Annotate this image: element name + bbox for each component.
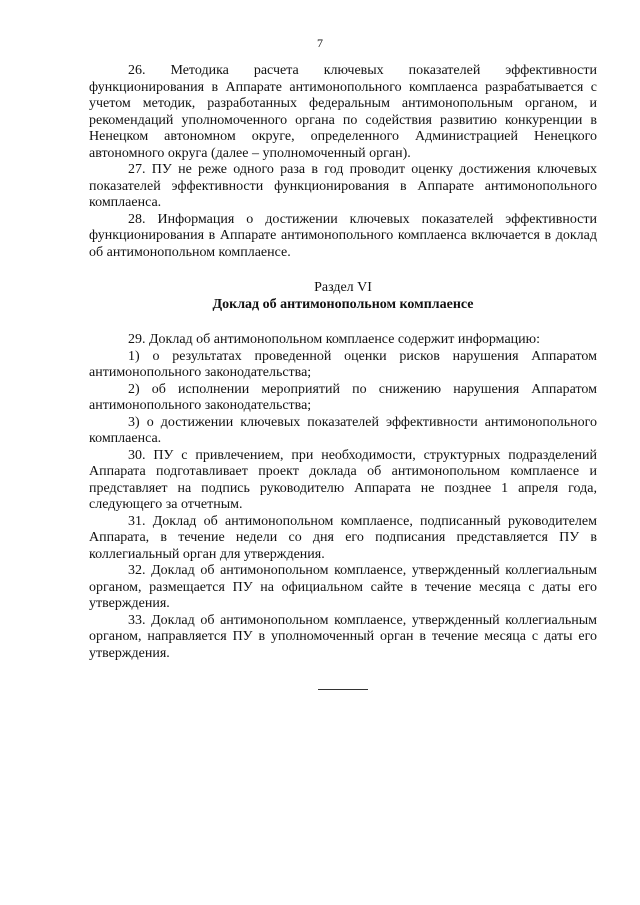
section-title: Доклад об антимонопольном комплаенсе [212,297,474,312]
paragraph-30: 30. ПУ с привлечением, при необходимости, структурных подразделений Аппарата подготавливает проект доклада об антимонопольном комплаенсе и представляет на подпись руководителю Аппарата не позднее 1 апреля года, следующего за отчетным. [89,447,597,512]
document-body [89,63,597,662]
paragraph-29: 29. Доклад об антимонопольном комплаенсе содержит информацию: [128,332,540,347]
paragraph-27: 27. ПУ не реже одного раза в год проводит оценку достижения ключевых показателей эффективности функционирования в Аппарате антимонопольного комплаенса. [89,162,597,210]
paragraph-31: 31. Доклад об антимонопольном комплаенсе, подписанный руководителем Аппарата, в течение недели со дня его подписания представляется ПУ в коллегиальный орган для утверждения. [89,513,597,562]
section-heading [89,279,597,313]
end-divider [318,689,368,690]
section-label: Раздел VI [314,280,372,295]
list-item-2: 2) об исполнении мероприятий по снижению нарушения Аппаратом антимонопольного законодательства; [89,381,597,413]
paragraph-28: 28. Информация о достижении ключевых показателей эффективности функционирования в Аппарате антимонопольного комплаенса включается в доклад об антимонопольном комплаенсе. [89,211,597,260]
list-item-1: 1) о результатах проведенной оценки рисков нарушения Аппаратом антимонопольного законодательства; [89,348,597,380]
paragraph-26: 26. Методика расчета ключевых показателей эффективности функционирования в Аппарате антимонопольного комплаенса разрабатывается с учетом методик, разработанных федеральным антимонопольным органом, и рекомендаций уполномоченного органа по содействия развитию конкуренции в Ненецком автономном округе, определенного Администрацией Ненецкого автономного округа (далее – уполномоченный орган). [89,63,597,161]
page-number: 7 [317,36,323,50]
paragraph-33: 33. Доклад об антимонопольном комплаенсе, утвержденный коллегиальным органом, направляется ПУ в уполномоченный орган в течение месяца с даты его утверждения. [89,612,597,661]
list-item-3: 3) о достижении ключевых показателей эффективности антимонопольного комплаенса. [89,414,597,446]
paragraph-32: 32. Доклад об антимонопольном комплаенсе, утвержденный коллегиальным органом, размещается ПУ на официальном сайте в течение месяца с даты его утверждения. [89,563,597,611]
